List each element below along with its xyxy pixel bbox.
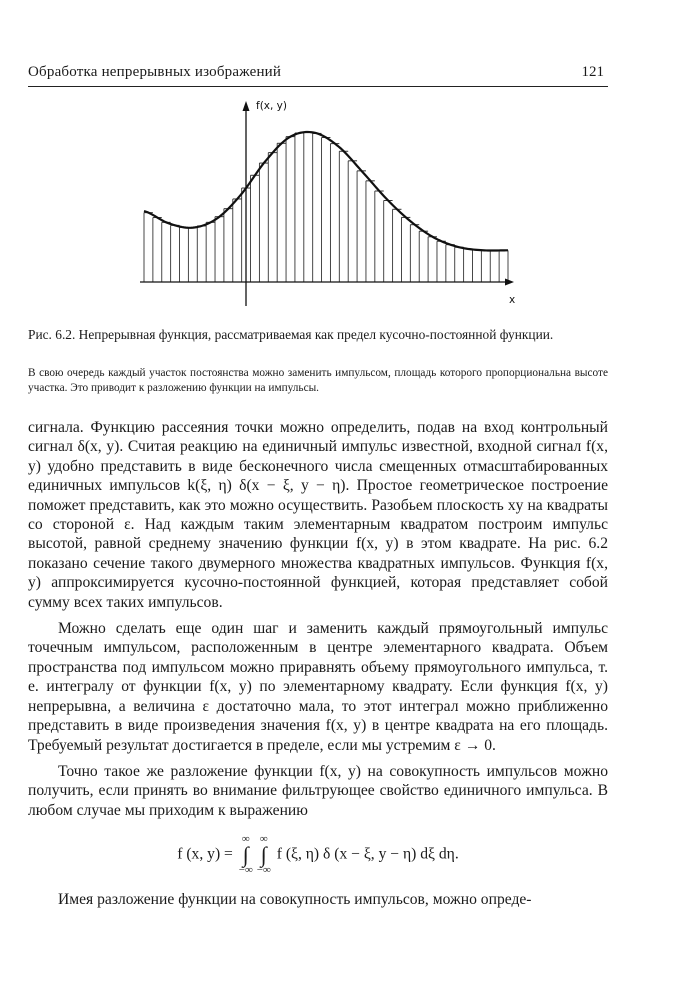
integral-upper-limit: ∞	[241, 833, 250, 846]
paragraph-2: Можно сделать еще один шаг и заменить каждый прямоугольный импульс точечным импульсом, расположенным в центре элементарного квадрата. Объем пространства под импульсом можно приравнять объему прямоугольного импульса, т. е. интегралу от функции f(x, y) по элементарному квадрату. Если функция f(x, y) непрерывна, а величина ε достаточно мала, то этот интеграл можно приближенно представить в виде произведения значения f(x, y) в центре квадрата на его площадь. Требуемый результат достигается в пределе, если мы устремим ε → 0.	[28, 620, 608, 754]
page-header	[28, 64, 608, 87]
convolution-formula	[28, 834, 608, 876]
paragraph-1: сигнала. Функцию рассеяния точки можно определить, подав на вход контрольный сигнал δ(x, y). Считая реакцию на единичный импульс известной, входной сигнал f(x, y) удобно представить в виде бесконечного числа смещенных отмасштабированных единичных импульсов k(ξ, η) δ(x − ξ, y − η). Простое геометрическое построение поможет представить, как это можно осуществить. Разобьем плоскость xy на квадраты со стороной ε. Над каждым таким элементарным квадратом построим импульс высотой, равной среднему значению функции f(x, y) в этом квадрате. На рис. 6.2 показано сечение такого двумерного множества квадратных импульсов. Функция f(x, y) аппроксимируется кусочно-постоянной функцией, которая представляет собой сумму всех таких импульсов.	[28, 419, 608, 611]
function-figure	[140, 96, 530, 311]
integral-sign: ∫	[242, 842, 249, 868]
x-axis-label: x	[509, 294, 516, 306]
integral-y	[257, 834, 271, 876]
page-number: 121	[581, 64, 604, 80]
integral-upper-limit: ∞	[259, 833, 268, 846]
paragraph-3: Точно такое же разложение функции f(x, y) на совокупность импульсов можно получить, если принять во внимание фильтрующее свойство единичного импульса. В любом случае мы приходим к выражению	[28, 762, 608, 819]
x-axis-arrow	[505, 279, 514, 286]
impulse-bars	[144, 132, 508, 282]
paragraph-4: Имея разложение функции на совокупность импульсов, можно опреде-	[58, 891, 532, 909]
integral-x	[239, 834, 253, 876]
body-text	[28, 418, 608, 917]
formula-lhs: f (x, y) =	[177, 845, 233, 863]
integral-lower-limit: −∞	[256, 864, 271, 877]
continuous-curve	[144, 132, 508, 251]
figure-note: В свою очередь каждый участок постоянства можно заменить импульсом, площадь которого пропорциональна высоте участка. Это приводит к разложению функции на импульсы.	[28, 367, 608, 394]
running-title: Обработка непрерывных изображений	[28, 64, 282, 80]
integral-sign: ∫	[260, 842, 267, 868]
y-axis-label: f(x, y)	[256, 100, 287, 112]
y-axis-arrow	[243, 101, 250, 111]
figure-caption: Рис. 6.2. Непрерывная функция, рассматриваемая как предел кусочно-постоянной функции.	[28, 327, 554, 342]
integral-lower-limit: −∞	[238, 864, 253, 877]
formula-integrand: f (ξ, η) δ (x − ξ, y − η) dξ dη.	[276, 845, 459, 863]
